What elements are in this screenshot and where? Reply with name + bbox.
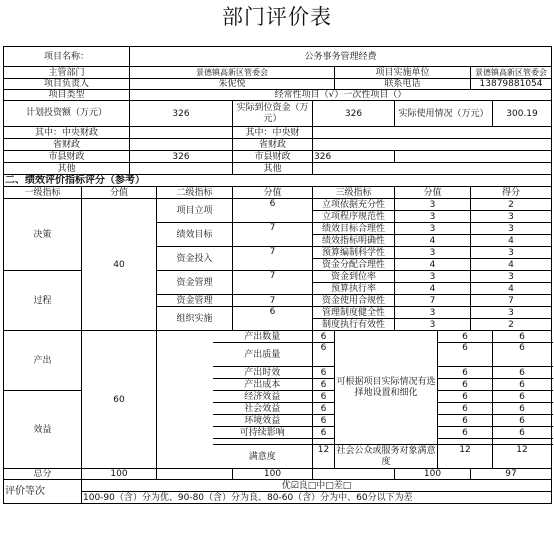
lvl3-name: 预算执行率: [313, 283, 395, 295]
lvl1-score-decision-process: 40: [82, 199, 157, 331]
lvl3-name: 制度执行有效性: [313, 319, 395, 331]
lvl3-name: 绩效指标明确性: [313, 235, 395, 247]
leader-value: 朱伲悦: [130, 79, 335, 90]
impl-label: 项目实施单位: [335, 67, 471, 79]
lvl3-got: 3: [471, 211, 552, 223]
lvl2-zjgl2: 资金管理: [157, 295, 233, 307]
lvl2-jxmb: 绩效目标: [157, 223, 233, 247]
lvl3-score: 3: [395, 307, 471, 319]
evaluation-table: [3, 46, 552, 504]
project-name-value: 公务事务管理经费: [130, 47, 552, 67]
lvl3-name: 资金到位率: [313, 271, 395, 283]
lvl2-zjtr-score: 7: [233, 247, 313, 271]
lvl2-hjxy-score: 6: [313, 415, 335, 427]
custom-score: 6: [438, 391, 493, 403]
lvl3-got: 2: [471, 319, 552, 331]
lvl2-shxy: 社会效益: [213, 403, 313, 415]
lvl1-process: 过程: [4, 271, 82, 331]
row-total: [4, 469, 552, 480]
lvl2-zjgl-score: 7: [233, 271, 313, 295]
lvl3-score: 3: [395, 271, 471, 283]
custom-got: 6: [493, 343, 552, 367]
custom-got: 6: [493, 415, 552, 427]
lvl2-zzss-score: 6: [233, 307, 313, 331]
custom-score: 6: [438, 379, 493, 391]
lvl2-ccsl: 产出数量: [213, 331, 313, 343]
row-project-name: [4, 47, 552, 67]
lvl3-score: 3: [395, 211, 471, 223]
total-got: 97: [471, 469, 552, 480]
lvl3-name: 绩效目标合理性: [313, 223, 395, 235]
custom-got: 6: [493, 427, 552, 439]
lvl2-ccsl-score: 6: [313, 331, 335, 343]
custom-score: 6: [438, 403, 493, 415]
table-row: [4, 331, 552, 343]
lvl2-zjgl: 资金管理: [157, 271, 233, 295]
phone-value: 13879881054: [471, 79, 552, 90]
lvl3-got: 3: [471, 247, 552, 259]
row-grade-rule: [4, 492, 552, 504]
lvl2-zzss: 组织实施: [157, 307, 233, 331]
city-value-2: 326: [313, 151, 395, 163]
lvl1-score-output-effect: 60: [82, 331, 157, 469]
lvl3-got: 3: [471, 223, 552, 235]
dept-value: 景德镇高新区管委会: [130, 67, 335, 79]
lvl3-score: 3: [395, 247, 471, 259]
dept-label: 主管部门: [4, 67, 130, 79]
satisfaction-got: 12: [493, 445, 552, 469]
custom-score: 6: [438, 367, 493, 379]
lvl3-score: 4: [395, 283, 471, 295]
custom-score: 6: [438, 343, 493, 367]
lvl3-name: 管理制度健全性: [313, 307, 395, 319]
lvl2-cccb: 产出成本: [213, 379, 313, 391]
header-lvl2: 二级指标: [157, 187, 233, 199]
lvl2-ccsx-score: 6: [313, 367, 335, 379]
lvl3-got: 4: [471, 259, 552, 271]
lvl3-score: 3: [395, 319, 471, 331]
header-score3: 分值: [395, 187, 471, 199]
lvl2-cczl: 产出质量: [213, 343, 313, 367]
lvl2-jjxy: 经济效益: [213, 391, 313, 403]
type-label: 项目类型: [4, 90, 130, 101]
lvl3-got: 7: [471, 295, 552, 307]
lvl3-got: 3: [471, 307, 552, 319]
total-label: 总分: [4, 469, 82, 480]
page-title: 部门评价表: [222, 5, 332, 29]
lvl1-decision: 决策: [4, 199, 82, 271]
row-leader: [4, 79, 552, 90]
table-row: [4, 199, 552, 211]
lvl3-score: 3: [395, 223, 471, 235]
satisfaction-label: 社会公众或服务对象满意度: [336, 445, 436, 467]
lvl3-got: 3: [471, 271, 552, 283]
province-label: 省财政: [4, 139, 130, 151]
lvl2-jxmb-score: 7: [233, 223, 313, 247]
total-score2: 100: [233, 469, 313, 480]
type-value: 经常性项目（√）一次性项目（）: [130, 90, 552, 101]
lvl2-zjgl2-score: 7: [233, 295, 313, 307]
city-label: 市县财政: [4, 151, 130, 163]
row-province: [4, 139, 552, 151]
lvl3-name: 立项程序规范性: [313, 211, 395, 223]
lvl3-name: 预算编制科学性: [313, 247, 395, 259]
lvl3-score: 3: [395, 199, 471, 211]
plan-label: 计划投资额（万元）: [4, 101, 130, 127]
custom-score: 6: [438, 427, 493, 439]
lvl2-xmlx: 项目立项: [157, 199, 233, 223]
province-label-2: 省财政: [233, 139, 313, 151]
row-city: [4, 151, 552, 163]
central-label: 其中：中央财政: [4, 127, 130, 139]
lvl1-effect: 效益: [4, 391, 82, 469]
custom-got: 6: [493, 367, 552, 379]
row-grade: [4, 480, 552, 492]
phone-label: 联系电话: [335, 79, 471, 90]
lvl3-name: 资金使用合规性: [313, 295, 395, 307]
arrival-value: 326: [313, 101, 395, 127]
header-score2: 分值: [233, 187, 313, 199]
lvl2-cczl-score: 6: [313, 343, 335, 367]
lvl3-score: 7: [395, 295, 471, 307]
header-lvl3: 三级指标: [313, 187, 395, 199]
lvl3-score: 4: [395, 235, 471, 247]
lvl3-got: 4: [471, 235, 552, 247]
lvl2-kcx: 可持续影响: [213, 427, 313, 439]
lvl2-shxy-score: 6: [313, 403, 335, 415]
grade-label: 评价等次: [4, 480, 82, 504]
row-type: [4, 90, 552, 101]
other-label-2: 其他: [233, 163, 313, 175]
lvl3-got: 2: [471, 199, 552, 211]
lvl2-ccsx: 产出时效: [213, 367, 313, 379]
custom-indicator-note: 可根据项目实际情况有选择地设置和细化: [335, 331, 438, 445]
header-lvl1: 一级指标: [4, 187, 82, 199]
total-score1: 100: [82, 469, 157, 480]
lvl2-zjtr: 资金投入: [157, 247, 233, 271]
satisfaction-score: 12: [438, 445, 493, 469]
arrival-label: 实际到位资金（万元）: [233, 101, 313, 127]
custom-got: 6: [493, 331, 552, 343]
plan-value: 326: [130, 101, 233, 127]
row-other: [4, 163, 552, 175]
lvl3-name: 立项依据充分性: [313, 199, 395, 211]
lvl2-xmlx-score: 6: [233, 199, 313, 223]
impl-value: 景德镇高新区管委会: [471, 67, 552, 79]
section2-heading: 二、绩效评价指标评分（参考）: [4, 175, 552, 187]
custom-score: 6: [438, 415, 493, 427]
row-central: [4, 127, 552, 139]
city-label-2: 市县财政: [233, 151, 313, 163]
header-score1: 分值: [82, 187, 157, 199]
custom-score: 6: [438, 331, 493, 343]
custom-got: 6: [493, 379, 552, 391]
lvl2-myd-score: 12: [313, 445, 335, 469]
grade-value: 优☑良□中□差□: [82, 480, 552, 492]
lvl3-name: 资金分配合理性: [313, 259, 395, 271]
project-name-label: 项目名称：: [4, 47, 130, 67]
central-label-2: 其中：中央财: [233, 127, 313, 139]
lvl2-jjxy-score: 6: [313, 391, 335, 403]
total-score3: 100: [395, 469, 471, 480]
row-investment: [4, 101, 552, 127]
row-headers: [4, 187, 552, 199]
lvl3-score: 4: [395, 259, 471, 271]
grade-rule: 100-90（含）分为优、90-80（含）分为良、80-60（含）分为中、60分以下为差: [82, 492, 552, 504]
leader-label: 项目负责人: [4, 79, 130, 90]
row-section2: [4, 175, 552, 187]
lvl2-kcx-score: 6: [313, 427, 335, 439]
city-value: 326: [130, 151, 233, 163]
lvl1-output: 产出: [4, 331, 82, 391]
usage-label: 实际使用情况（万元）: [395, 101, 493, 127]
lvl2-hjxy: 环境效益: [213, 415, 313, 427]
header-got: 得分: [471, 187, 552, 199]
lvl2-cccb-score: 6: [313, 379, 335, 391]
lvl2-myd: 满意度: [213, 445, 313, 469]
custom-got: 6: [493, 403, 552, 415]
usage-value: 300.19: [493, 101, 552, 127]
custom-got: 6: [493, 391, 552, 403]
row-department: [4, 67, 552, 79]
other-label: 其他: [4, 163, 130, 175]
lvl3-got: 4: [471, 283, 552, 295]
